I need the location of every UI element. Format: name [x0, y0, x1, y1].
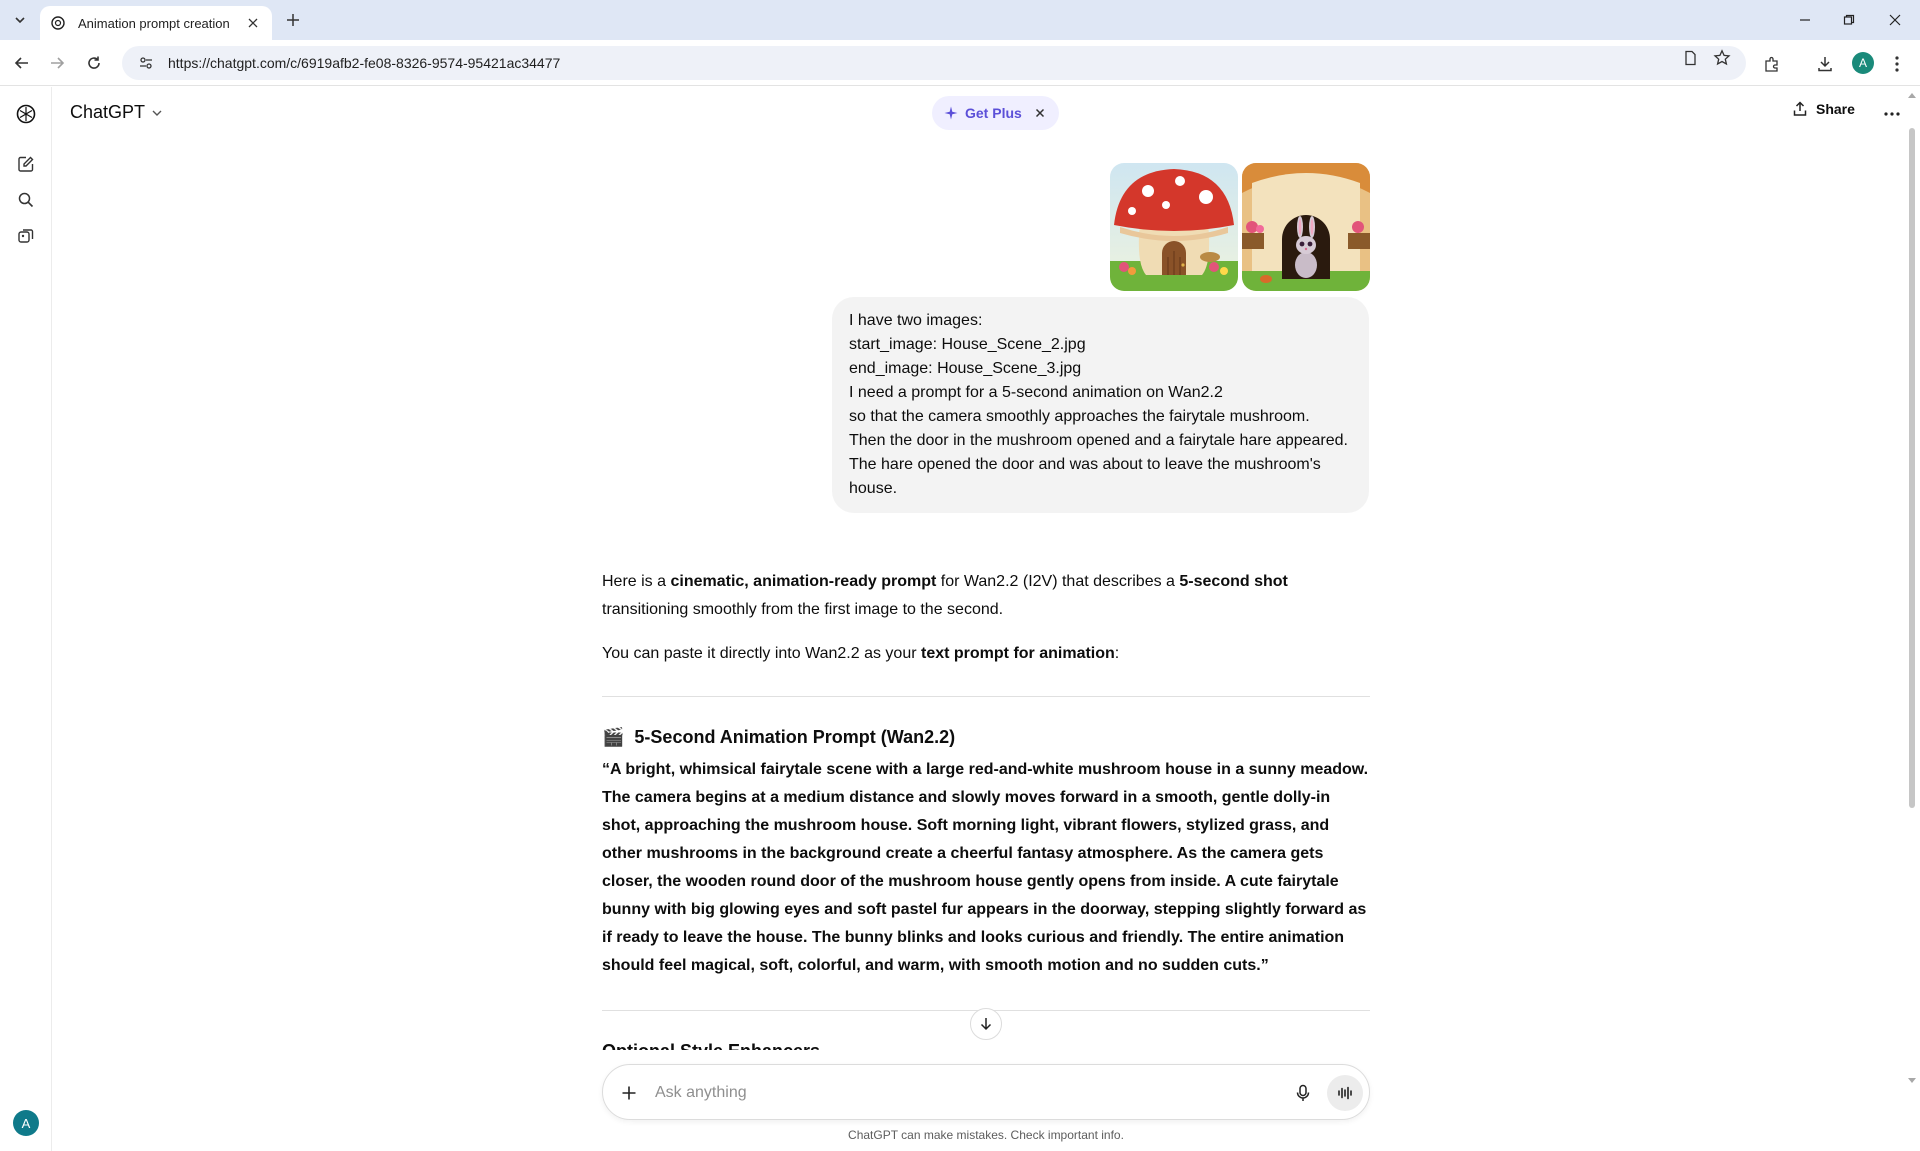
- user-message-line: I have two images:: [849, 312, 983, 329]
- restore-icon[interactable]: [1836, 8, 1862, 32]
- user-message-line: Then the door in the mushroom opened and a fairytale hare appeared.: [849, 432, 1348, 449]
- paste-paragraph: You can paste it directly into Wan2.2 as your text prompt for animation:: [602, 645, 1120, 662]
- window-close-icon[interactable]: [1882, 8, 1908, 32]
- browser-toolbar: [0, 40, 1920, 86]
- openai-favicon-icon: [50, 15, 66, 31]
- add-attachment-plus-icon[interactable]: [617, 1081, 641, 1105]
- mushroom-house-with-bunny-image[interactable]: [1242, 163, 1370, 291]
- dictate-mic-icon[interactable]: [1291, 1081, 1315, 1105]
- dismiss-plus-close-icon[interactable]: [1035, 108, 1045, 118]
- chevron-down-icon: [151, 107, 163, 119]
- user-message-line: I need a prompt for a 5-second animation on Wan2.2: [849, 384, 1223, 401]
- sidebar-rail: [0, 87, 52, 1151]
- reload-icon[interactable]: [82, 51, 106, 75]
- extensions-puzzle-icon[interactable]: [1760, 52, 1784, 76]
- scroll-down-arrow-icon[interactable]: [1908, 1078, 1916, 1084]
- chat-input[interactable]: [655, 1081, 1255, 1105]
- back-arrow-icon[interactable]: [10, 51, 34, 75]
- mushroom-house-image[interactable]: [1110, 163, 1238, 291]
- disclaimer-text: ChatGPT can make mistakes. Check important info.: [848, 1128, 1124, 1142]
- tab-search-chevron-icon[interactable]: [8, 8, 32, 32]
- attached-images: [1110, 163, 1370, 291]
- conversation-options-icon[interactable]: [1880, 102, 1904, 126]
- user-message-line: end_image: House_Scene_3.jpg: [849, 360, 1082, 377]
- model-selector[interactable]: [70, 102, 163, 123]
- tab-title: Animation prompt creation: [78, 15, 230, 31]
- browser-tabstrip: [0, 0, 1920, 40]
- user-message-line: house.: [849, 480, 898, 497]
- composer: [602, 1064, 1370, 1120]
- get-plus-label: Get Plus: [965, 105, 1022, 121]
- share-label: Share: [1816, 101, 1855, 117]
- new-tab-plus-icon[interactable]: [282, 9, 304, 31]
- prompt-heading: [602, 727, 1370, 748]
- user-message-bubble: [832, 297, 1369, 513]
- browser-menu-icon[interactable]: [1885, 52, 1909, 76]
- downloads-icon[interactable]: [1813, 52, 1837, 76]
- minimize-icon[interactable]: [1792, 8, 1818, 32]
- user-avatar[interactable]: A: [13, 1110, 39, 1136]
- search-chats-icon[interactable]: [13, 187, 39, 213]
- new-chat-icon[interactable]: [13, 151, 39, 177]
- browser-profile-avatar[interactable]: A: [1852, 52, 1874, 74]
- address-bar[interactable]: [122, 46, 1746, 80]
- scroll-up-arrow-icon[interactable]: [1908, 92, 1916, 98]
- section-divider: [602, 696, 1370, 697]
- openai-logo-icon[interactable]: [13, 101, 39, 127]
- user-message-line: so that the camera smoothly approaches the fairytale mushroom.: [849, 408, 1310, 425]
- assistant-message: [602, 568, 1370, 1062]
- library-images-icon[interactable]: [13, 223, 39, 249]
- clapperboard-icon: 🎬: [602, 727, 625, 747]
- user-message-line: The hare opened the door and was about to leave the mushroom's: [849, 456, 1321, 473]
- tab-close-icon[interactable]: [244, 14, 262, 32]
- prompt-heading-text: 5-Second Animation Prompt (Wan2.2): [634, 727, 956, 747]
- sparkle-icon: [944, 106, 958, 120]
- site-settings-icon[interactable]: [136, 53, 156, 73]
- scroll-thumb[interactable]: [1909, 128, 1915, 808]
- animation-prompt-text: “A bright, whimsical fairytale scene with a large red-and-white mushroom house in a sunny meadow. The camera begins at a medium distance and slowly moves forward in a smooth, gentle dolly-in shot, approaching the mushroom house. Soft morning light, vibrant flowers, stylized grass, and other mushrooms in the background create a cheerful fantasy atmosphere. As the camera gets closer, the wooden round door of the mushroom house gently opens from inside. A cute fairytale bunny with big glowing eyes and soft pastel fur appears in the doorway, stepping slightly forward as if ready to leave the house. The bunny blinks and looks curious and friendly. The entire animation should feel magical, soft, colorful, and warm, with smooth motion and no sudden cuts.”: [602, 761, 1369, 974]
- user-message-line: start_image: House_Scene_2.jpg: [849, 336, 1086, 353]
- browser-tab[interactable]: [40, 6, 272, 40]
- url-text[interactable]: https://chatgpt.com/c/6919afb2-fe08-8326-9574-95421ac34477: [168, 55, 561, 71]
- arrow-down-icon: [979, 1017, 993, 1031]
- share-upload-icon: [1792, 101, 1808, 117]
- page-scrollbar[interactable]: [1906, 88, 1918, 1151]
- scroll-to-bottom-button[interactable]: [970, 1008, 1002, 1040]
- forward-arrow-icon[interactable]: [45, 51, 69, 75]
- get-plus-button[interactable]: [932, 96, 1059, 130]
- page-icon[interactable]: [1680, 48, 1700, 68]
- intro-paragraph: Here is a cinematic, animation-ready prompt for Wan2.2 (I2V) that describes a 5-second shot transitioning smoothly from the first image to the second.: [602, 573, 1288, 618]
- app-name: ChatGPT: [70, 102, 146, 122]
- bookmark-star-icon[interactable]: [1712, 48, 1732, 68]
- voice-mode-icon[interactable]: [1327, 1075, 1363, 1111]
- share-button[interactable]: [1792, 101, 1855, 117]
